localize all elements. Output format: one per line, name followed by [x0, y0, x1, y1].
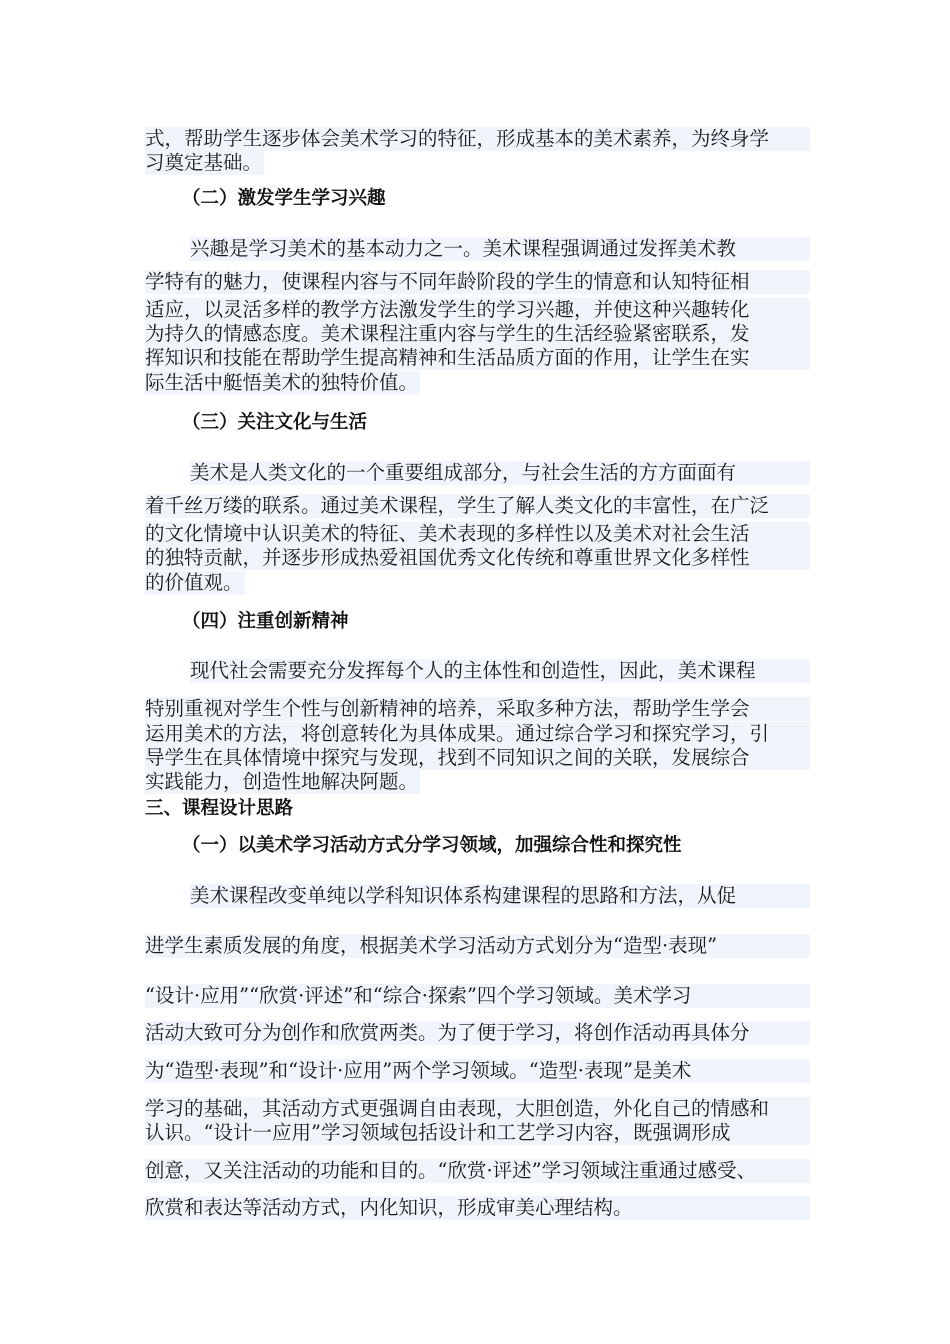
paragraph-line: 进学生素质发展的角度，根据美术学习活动方式划分为“造型·表现”: [145, 934, 810, 958]
paragraph-line: 特别重视对学生个性与创新精神的培养，采取多种方法，帮助学生学会: [145, 697, 810, 721]
paragraph-line: 为持久的情感态度。美术课程注重内容与学生的生活经验紧密联系，发: [145, 322, 810, 346]
paragraph-line: 际生活中艇悟美术的独特价值。: [145, 371, 419, 394]
paragraph-line: 挥知识和技能在帮助学生提高精神和生活品质方面的作用，让学生在实: [145, 346, 810, 370]
paragraph-line: 认识。“设计一应用”学习领域包括设计和工艺学习内容，既强调形成: [145, 1121, 810, 1145]
section-heading-course-design: 三、课程设计思路: [145, 798, 294, 819]
paragraph-line: 的价值观。: [145, 571, 243, 594]
paragraph-line: 实践能力，创造性地解决阿题。: [145, 770, 419, 793]
paragraph-line: 的文化情境中认识美术的特征、美术表现的多样性以及美术对社会生活: [145, 522, 810, 546]
paragraph-line: 导学生在具体情境中探究与发现，找到不同知识之间的关联，发展综合: [145, 746, 810, 770]
subheading-learning-areas: （一）以美术学习活动方式分学习领域，加强综合性和探究性: [182, 835, 682, 856]
paragraph-line: 运用美术的方法，将创意转化为具体成果。通过综合学习和探究学习，引: [145, 722, 810, 746]
paragraph-line: 学习的基础，其活动方式更强调自由表现，大胆创造，外化自己的情感和: [145, 1097, 810, 1121]
paragraph-line: 美术课程改变单纯以学科知识体系构建课程的思路和方法，从促: [190, 884, 810, 908]
paragraph-line: 兴趣是学习美术的基本动力之一。美术课程强调通过发挥美术教: [190, 237, 810, 261]
paragraph-line: 习奠定基础。: [145, 151, 263, 174]
paragraph-line: 美术是人类文化的一个重要组成部分，与社会生活的方方面面有: [190, 461, 810, 485]
paragraph-line: 的独特贡献，并逐步形成热爱祖国优秀文化传统和尊重世界文化多样性: [145, 546, 810, 570]
paragraph-line: “设计·应用”“欣赏·评述”和“综合·探索”四个学习领域。美术学习: [145, 984, 810, 1008]
subheading-innovation: （四）注重创新精神: [182, 611, 349, 632]
subheading-interest: （二）激发学生学习兴趣: [182, 188, 386, 209]
paragraph-line: 学特有的魅力，使课程内容与不同年龄阶段的学生的情意和认知特征相: [145, 270, 810, 294]
paragraph-line: 着千丝万缕的联系。通过美术课程，学生了解人类文化的丰富性，在广泛: [145, 494, 810, 518]
paragraph-line: 活动大致可分为创作和欣赏两类。为了便于学习，将创作活动再具体分: [145, 1021, 810, 1045]
subheading-culture: （三）关注文化与生活: [182, 412, 368, 433]
paragraph-line: 式，帮助学生逐步体会美术学习的特征，形成基本的美术素养，为终身学: [145, 127, 810, 151]
paragraph-line: 创意，又关注活动的功能和目的。“欣赏·评述”学习领域注重通过感受、: [145, 1159, 810, 1183]
paragraph-line: 为“造型·表现”和“设计·应用”两个学习领域。“造型·表现”是美术: [145, 1059, 810, 1083]
paragraph-line: 现代社会需要充分发挥每个人的主体性和创造性，因此，美术课程: [190, 659, 810, 683]
paragraph-line: 欣赏和表达等活动方式，内化知识，形成审美心理结构。: [145, 1196, 810, 1220]
paragraph-line: 适应，以灵活多样的教学方法激发学生的学习兴趣，并使这种兴趣转化: [145, 298, 810, 322]
